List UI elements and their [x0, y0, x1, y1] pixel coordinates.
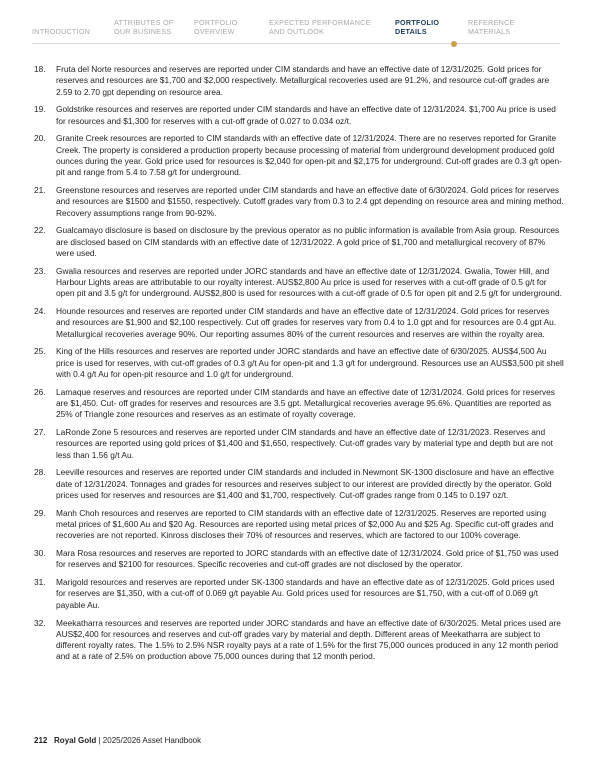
nav-portfolio-details-line2: DETAILS [395, 27, 427, 36]
footnote-30 [34, 548, 564, 571]
nav-expected-performance-and-outlook[interactable] [269, 18, 371, 36]
footnote-text: Gualcamayo disclosure is based on disclosure by the previous operator as no public information is available from Asia group. Resources are disclosed based on CIM standards with an effective date of 12/31/2022. A gold price of $1,700 and metallurgical recovery of 87% were used. [56, 225, 560, 258]
active-section-dot-icon [451, 41, 457, 47]
nav-attributes-of-our-business[interactable] [114, 18, 173, 36]
footnote-32 [34, 618, 564, 663]
footnote-text: Granite Creek resources are reported to CIM standards with an effective date of 12/31/2024. There are no reserves reported for Granite Creek. The property is considered a production property because processing of material from underground development produced gold ounces during the year. Gold price used for resources is $2,040 for open-pit and $2,175 for underground. Cut-off grades are 0.3 g/t open-pit and range from 5.4 to 7.58 g/t for underground. [56, 133, 562, 178]
footnote-text: Gwalia resources and reserves are reported under JORC standards and have an effective date of 12/31/2024. Gwalia, Tower Hill, and Harbour Lights areas are attributable to our royalty interest. AUS$2,800 Au price is used for reserves with a cut-off grade of 0.5 g/t for open pit and 3.5 g/t for underground. AUS$2,800 is used for resources with a cut-off grade of 0.5 for open pit and 2.5 g/t for underground. [56, 265, 562, 299]
footnote-28 [34, 467, 564, 501]
page-number: 212 [34, 736, 48, 745]
footnote-text: Meekatharra resources and reserves are reported under JORC standards and have an effective date of 6/30/2025. Metal prices used are AUS$2,400 for resources and reserves and cut-off grades vary by material and depth. Different areas of Meekatharra are subject to different royalty rates. The 1.5% to 2.5% NSR royalty pays at a rate of 1.5% for the first 75,000 ounces produced in any 12 month period and at a rate of 2.5% on production above 75,000 ounces during that 12 month period. [56, 617, 561, 662]
nav-reference-materials-line1: REFERENCE [468, 18, 515, 27]
footnote-23 [34, 266, 564, 300]
nav-expected-performance-line2: AND OUTLOOK [269, 27, 325, 36]
nav-portfolio-details-line1: PORTFOLIO [395, 18, 440, 27]
footnote-24 [34, 306, 564, 340]
footnote-text: LaRonde Zone 5 resources and reserves are reported under CIM standards and have an effective date of 12/31/2023. Reserves and resources are reported using gold prices of $1,400 and $1,650, respectively. Cut-off grades vary by material type and depth but are not less than 1.56 g/t Au. [56, 427, 553, 460]
footnote-text: Fruta del Norte resources and reserves are reported under CIM standards and have an effective date of 12/31/2025. Gold prices for reserves and resources are $1,700 and $2,000 respectively. Metallurgical recoveries used are 91.2%, and resource cut-off grades are 2.59 to 2.70 gpt depending on resource area. [56, 64, 550, 97]
footnote-text: Leeville resources and reserves are reported under CIM standards and included in Newmont SK-1300 disclosure and have an effective date of 12/31/2024. Tonnages and grades for resources and reserves subject to our interest are provided directly by the operator. Gold prices used for reserves and resources are $1,400 and $1,700, respectively. Cut-off grades range from 0.145 to 0.197 oz/t. [56, 467, 554, 500]
footnote-29 [34, 508, 564, 542]
footnote-text: King of the Hills resources and reserves are reported under JORC standards and have an effective date of 6/30/2025. AUS$4,500 Au price is used for reserves, with cut-off grades of 0.3 g/t Au for open-pit and 1.3 g/t for underground. Resources use an AUS$3,500 pit shell with 0.4 g/t Au for open-pit resource and 1.0 g/t for underground. [56, 346, 564, 379]
footer-document-title: 2025/2026 Asset Handbook [102, 736, 202, 745]
footnote-text: Manh Choh resources and reserves are reported to CIM standards with an effective date of 12/31/2025. Reserves are reported using metal prices of $1,600 Au and $20 Ag. Resources are reported using metal prices of $2,000 Au and $25 Ag. Specific cut-off grades and recoveries are not reported. Kinross discloses their 70% of resources and reserves, which are factored to our 100% coverage. [56, 507, 554, 541]
footnote-text: Mara Rosa resources and reserves are reported to JORC standards with an effective date of 12/31/2024. Gold price of $1,750 was used for reserves and $2100 for resources. Specific recoveries and cut-off grades are not disclosed by the operator. [56, 548, 559, 570]
nav-reference-materials[interactable] [468, 18, 515, 36]
footnote-19 [34, 104, 564, 127]
footnote-25 [34, 346, 564, 380]
nav-divider [32, 43, 560, 44]
footnote-text: Greenstone resources and reserves are reported under CIM standards and have an effective date of 6/30/2024. Gold prices for reserves and resources are $1500 and $1550, respectively. Cutoff grades vary from 0.3 to 2.4 gpt depending on resource area and mining method. Recovery assumptions range from 90-92%. [56, 185, 564, 218]
footnote-26 [34, 387, 564, 421]
footnote-21 [34, 185, 564, 219]
nav-attributes-line1: ATTRIBUTES OF [114, 18, 174, 27]
footnote-20 [34, 133, 564, 178]
nav-expected-performance-line1: EXPECTED PERFORMANCE [269, 18, 371, 27]
footnote-number: 19. [34, 104, 46, 115]
footnote-number: 26. [34, 386, 46, 397]
nav-portfolio-overview-line2: OVERVIEW [194, 27, 235, 36]
nav-reference-materials-line2: MATERIALS [468, 27, 511, 36]
nav-portfolio-details[interactable] [395, 18, 439, 36]
footnote-number: 28. [34, 467, 46, 478]
footnote-18 [34, 64, 564, 98]
footer-brand: Royal Gold [54, 736, 97, 745]
footnote-number: 27. [34, 427, 46, 438]
footnote-number: 24. [34, 306, 46, 317]
footnote-number: 29. [34, 507, 46, 518]
footnote-number: 23. [34, 265, 46, 276]
page-footer [34, 736, 201, 745]
nav-portfolio-overview[interactable] [194, 18, 238, 36]
footnote-number: 30. [34, 548, 46, 559]
footnote-text: Lamaque reserves and resources are reported under CIM standards and have an effective date of 12/31/2024. Gold prices for reserves are $1,450. Cut- off grades for reserves and resources are 3.5 gpt. Metallurgical recoveries average 95.6%. Quantities are reported as 25% of Triangle zone resources and reserves as an estimate of royalty coverage. [56, 386, 555, 420]
footnote-number: 21. [34, 185, 46, 196]
footnote-27 [34, 427, 564, 461]
footnote-number: 20. [34, 133, 46, 144]
footnote-text: Marigold resources and reserves are reported under SK-1300 standards and have an effective date as of 12/31/2025. Gold prices used for reserves are $1,350, with a cut-off of 0.069 g/t payable Au. Gold prices used for resources are $1,750, with a cut-off of 0.069 g/t payable Au. [56, 577, 555, 610]
footnote-text: Goldstrike resources and reserves are reported under CIM standards and have an effective date of 12/31/2024. $1,700 Au price is used for resources and $1,300 for reserves with a cut-off grade of 0.027 to 0.034 oz/t. [56, 104, 556, 126]
nav-attributes-line2: OUR BUSINESS [114, 27, 172, 36]
footnote-22 [34, 225, 564, 259]
footnote-number: 25. [34, 346, 46, 357]
footnote-31 [34, 577, 564, 611]
top-navigation [32, 18, 560, 44]
footnote-text: Hounde resources and reserves are reported under CIM standards and have an effective date of 12/31/2024. Gold prices for reserves and resources are $1,900 and $2,100 respectively. Cut off grades for reserves vary from 0.4 to 1.0 gpt and for resources are 0.4 gpt Au. Metallurgical recoveries average 90%. Our reporting assumes 80% of the current resources and reserves are within the royalty area. [56, 306, 557, 339]
nav-introduction[interactable] [32, 18, 90, 36]
footer-separator: | [96, 736, 103, 745]
footnote-number: 31. [34, 577, 46, 588]
footnote-number: 32. [34, 617, 46, 628]
nav-introduction-line2: INTRODUCTION [32, 27, 91, 36]
footnote-number: 22. [34, 225, 46, 236]
nav-portfolio-overview-line1: PORTFOLIO [194, 18, 238, 27]
footnotes-list [34, 64, 564, 669]
footnote-number: 18. [34, 64, 46, 74]
